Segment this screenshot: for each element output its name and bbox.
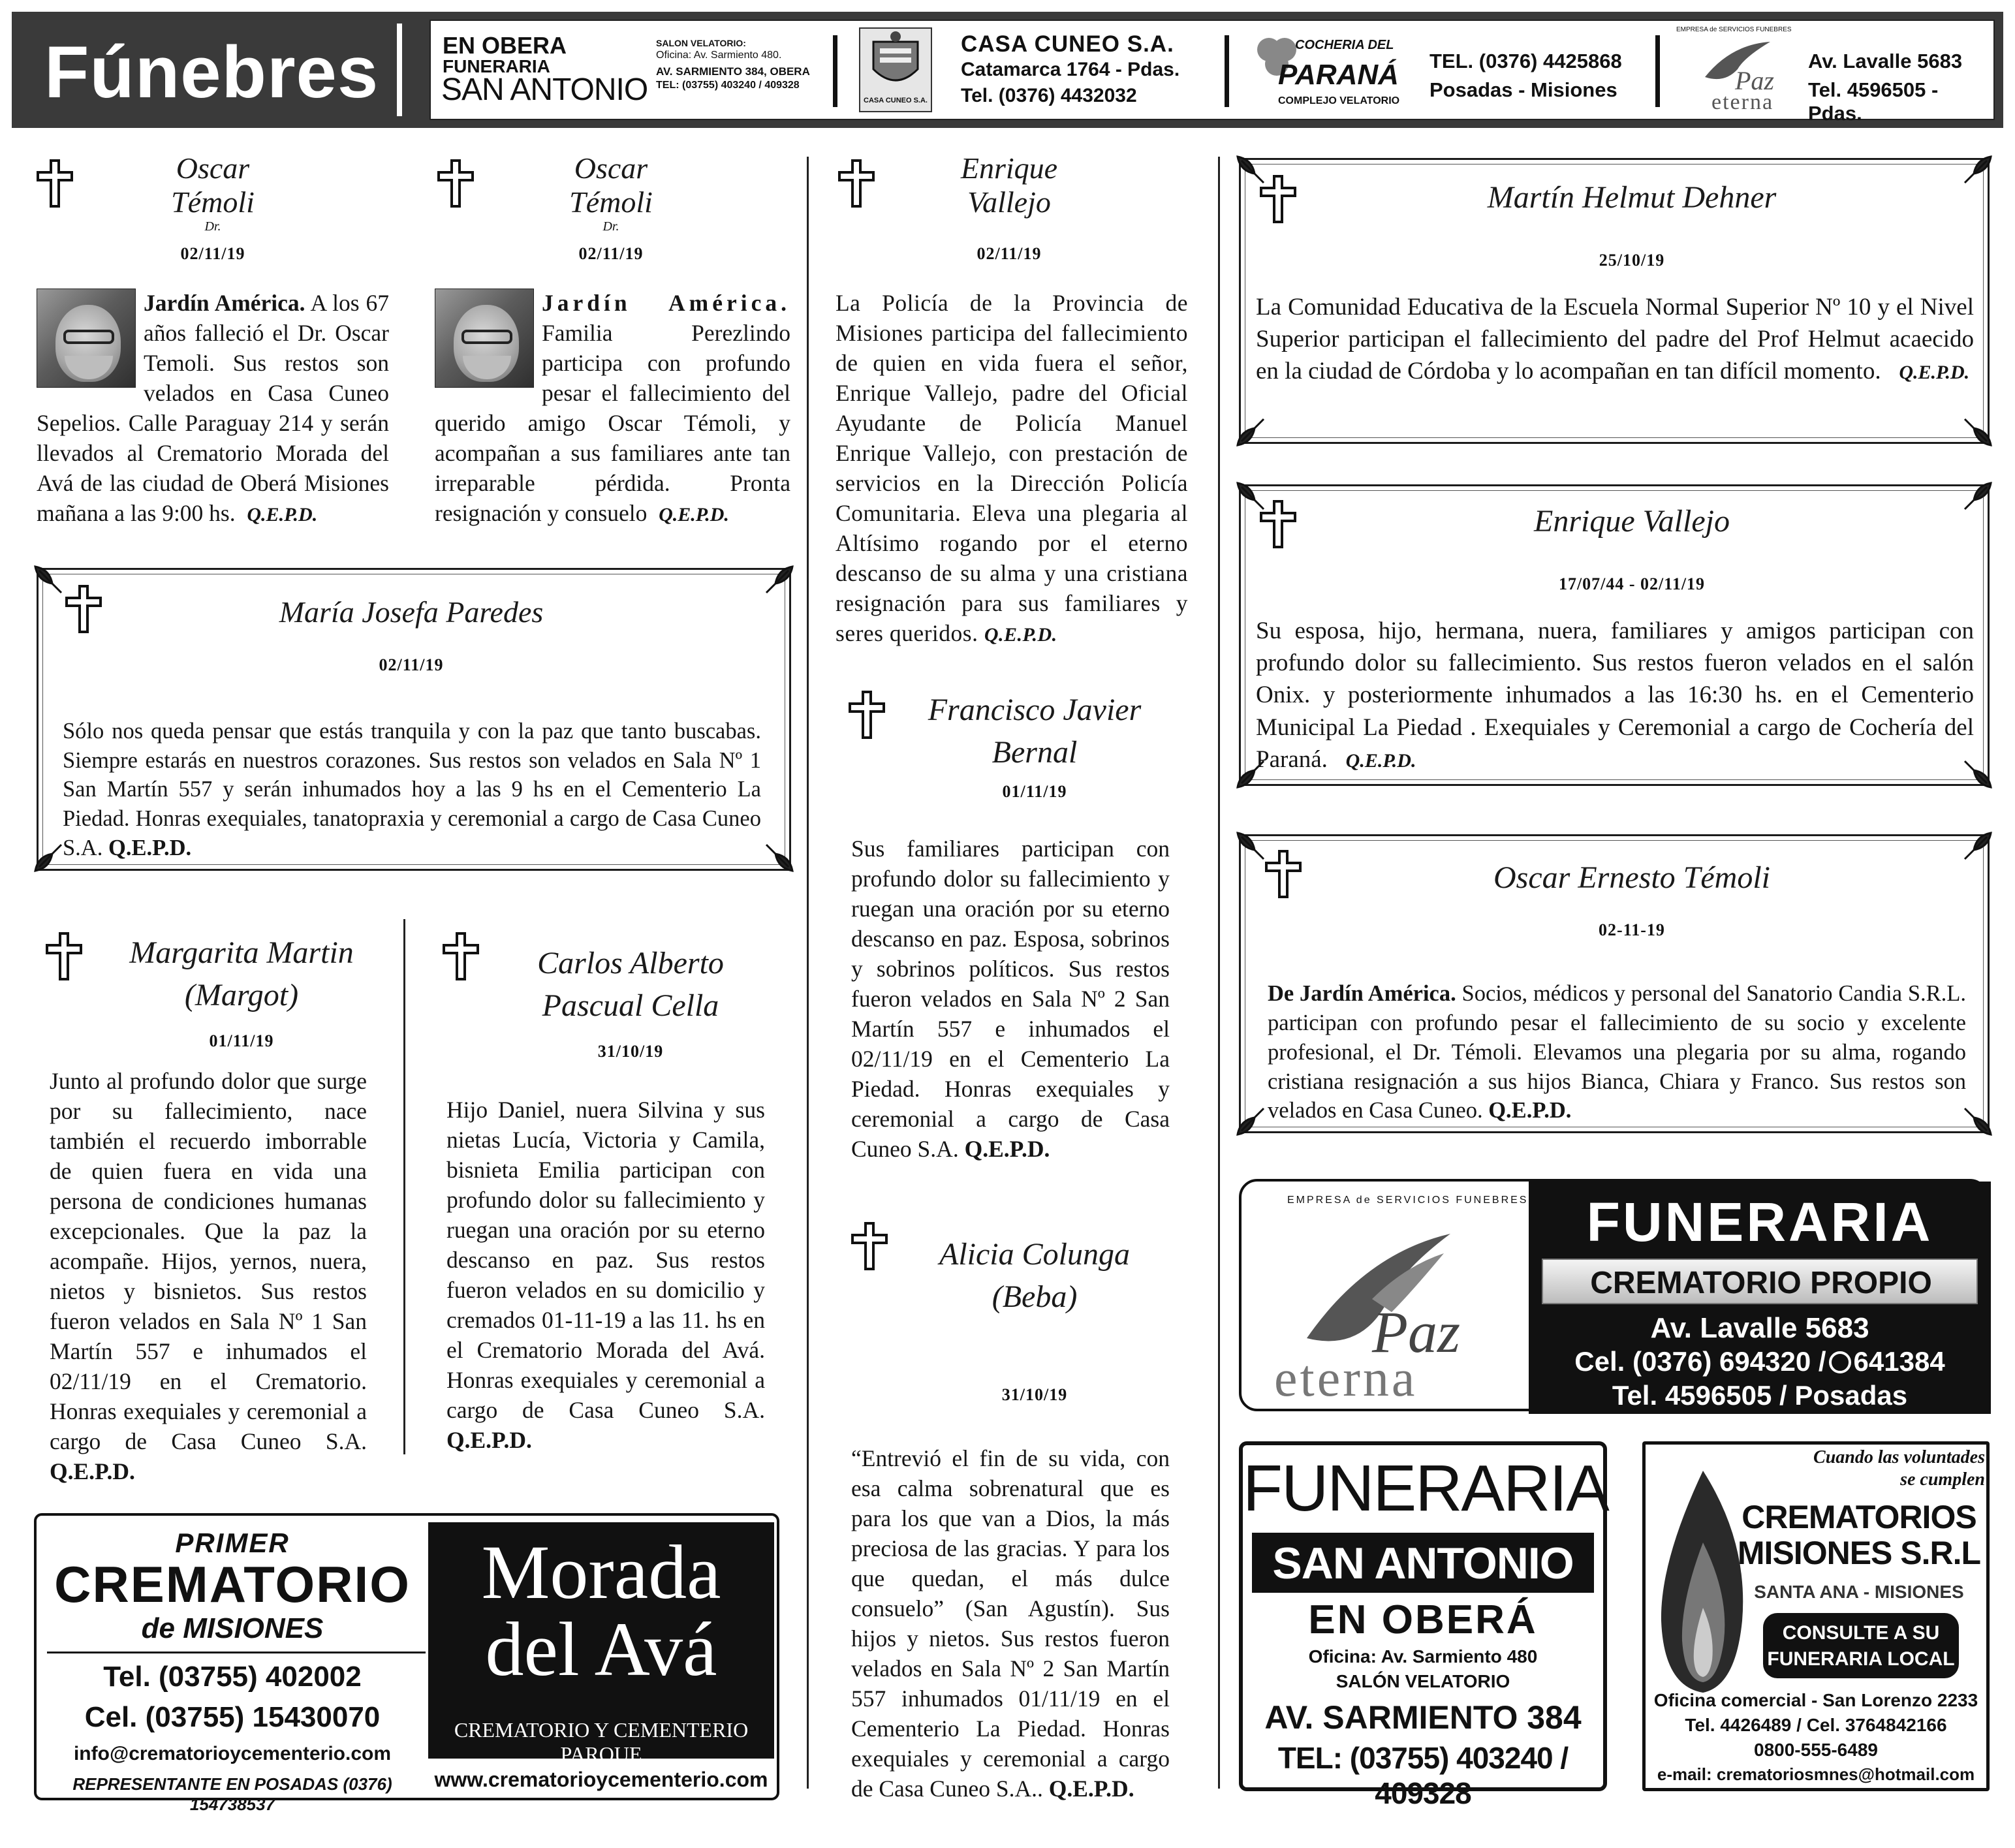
notice-colunga-name [888,1234,1181,1319]
paz-logo-arc: EMPRESA de SERVICIOS FUNEBRES [1676,26,1792,33]
name-line: Témoli [171,185,255,219]
notice-date: 02/11/19 [976,244,1042,263]
qepd: Q.E.P.D. [964,1135,1050,1162]
name-line: Alicia Colunga [939,1237,1130,1272]
cross-icon [1257,175,1299,223]
name-line: Francisco Javier [928,693,1142,727]
notice-dehner-name: Martín Helmut Dehner [1487,180,1777,215]
paz-big-cel-row [1529,1346,1991,1377]
notice-date: 31/10/19 [597,1042,664,1061]
notice-cella-name [487,943,774,1027]
cm-cta-l1: CONSULTE A SU [1782,1622,1940,1644]
header-ads-strip [430,20,1995,125]
ornament-icon [1960,414,1993,448]
morada-url: www.crematorioycementerio.com [434,1768,768,1791]
cross-icon [63,585,104,633]
morada-tel: Tel. (03755) 402002 [103,1661,362,1693]
ad-funeraria-san-antonio [1239,1441,1608,1810]
column-rule [807,157,809,1789]
qepd: Q.E.P.D. [659,503,729,525]
cuneo-tel: Tel. (0376) 4432032 [961,85,1137,106]
name-line: (Margot) [184,977,299,1012]
parana-logo-top: COCHERIA DEL [1295,38,1394,52]
sa-line1: EN OBERA [443,32,567,59]
notice-body: Sus familiares participan con profundo dolor su fallecimiento y ruegan una oración por su eterno descanso en paz. Esposa, sobrinos y sobrinos políticos. Sus restos fueron velados en Sala Nº 2 San Martín 557 e inhumados el 02/11/19 en el Cementerio La Piedad. Honras exequiales y ceremonial a cargo de Casa Cuneo S.A. [851,836,1170,1162]
ornament-icon [33,564,67,598]
parana-logo-sub: COMPLEJO VELATORIO [1278,95,1400,106]
paz-big-arc: EMPRESA de SERVICIOS FUNEBRES [1287,1195,1529,1206]
parana-city: Posadas - Misiones [1429,78,1617,101]
morada-crematorio: CREMATORIO [54,1556,411,1613]
header-ad-divider [833,35,837,107]
notice-lead: Jardín América. [144,290,305,316]
sa-tel: TEL: (03755) 403240 / 409328 [656,80,800,91]
morada-brand-panel [428,1522,774,1766]
cross-icon [849,1222,890,1270]
morada-representante: REPRESENTANTE EN POSADAS (0376) 154738537 [72,1774,392,1814]
name-line: Témoli [569,185,653,219]
header-ad-divider [1655,35,1660,107]
sa-oficina: Oficina: Av. Sarmiento 480. [656,50,782,61]
sa-big-san-antonio: SAN ANTONIO [1272,1539,1574,1588]
qepd: Q.E.P.D. [446,1426,532,1453]
notice-body: “Entrevió el fin de su vida, con esa calma sobrenatural que es para los que van a Dios, la más preciosa de las gracias. Y para los que quedan, el más dulce consuelo” (San Agustín). Sus hijos y nietos. Sus restos fueron velados en Sala Nº 2 San Martín 557 inhumados 01/11/19 en el Cementerio La Piedad. Honras exequiales y ceremonial a cargo de Casa Cuneo S.A.. [851,1445,1170,1802]
column-rule [1218,157,1220,1789]
sa-big-oficina: Oficina: Av. Sarmiento 480 [1308,1646,1538,1667]
notice-paredes-name: María Josefa Paredes [279,595,544,629]
ornament-icon [33,839,67,873]
name-line: Bernal [992,734,1078,770]
cm-tagline-l2: se cumplen [1900,1469,1985,1490]
notice-body: Familia Perezlindo participa con profundo pesar el fallecimiento del querido amigo Oscar Témoli, y acompañan a sus familiares ante tan irreparable pérdida. Pronta resignación y consuelo [435,319,790,526]
name-line: Pascual Cella [542,988,719,1023]
paz-big-whatsapp: 641384 [1853,1346,1945,1377]
parana-tel: TEL. (0376) 4425868 [1429,50,1622,72]
notice-martin-text [50,1067,367,1487]
sa-big-en-obera: EN OBERÁ [1308,1597,1538,1642]
notice-date: 01/11/19 [209,1031,274,1050]
header-ad-divider [1225,35,1229,107]
sa-salon-label: SALON VELATORIO: [656,38,746,48]
notice-temoli1-text [37,289,389,529]
cm-name-l1: CREMATORIOS [1742,1499,1976,1535]
name-line: Enrique [960,151,1058,185]
paz-logo-eterna: eterna [1711,90,1774,114]
cm-email: e-mail: crematoriosmnes@hotmail.com [1657,1764,1975,1784]
sa-big-banner [1252,1533,1594,1593]
notice-date: 31/10/19 [1001,1385,1068,1404]
ornament-icon [761,839,795,873]
qepd: Q.E.P.D. [1345,749,1416,772]
morada-brand-l2: del Avá [485,1606,717,1692]
notice-body: Junto al profundo dolor que surge por su fallecimiento, nace también el recuerdo imborrable de quien fuera en vida una persona de condiciones humanas excepcionales. Que la paz la acompañe. Hijos, yernos, nuera, nietos y bisnietos. Sus restos fueron velados en Sala Nº 1 San Martín 557 e inhumados el 02/11/19 en el Crematorio. Honras exequiales y ceremonial a cargo de Casa Cuneo S.A. [50,1068,367,1454]
cuneo-logo [859,27,932,112]
notice-date: 17/07/44 - 02/11/19 [1558,574,1706,593]
ad-crematorios-misiones [1642,1441,1990,1791]
paz-big-eterna: eterna [1274,1350,1418,1407]
cm-location: SANTA ANA - MISIONES [1754,1582,1964,1602]
paz-big-address: Av. Lavalle 5683 [1650,1312,1869,1344]
morada-brand-l1: Morada [481,1529,721,1615]
paz-big-banner-bg [1542,1259,1978,1304]
qepd: Q.E.P.D. [984,623,1057,646]
paz-big-paz: Paz [1372,1300,1460,1365]
cross-icon [435,159,476,208]
cross-icon [1257,500,1299,548]
cross-icon [1262,850,1304,898]
sa-big-address: AV. SARMIENTO 384 [1264,1699,1582,1736]
parana-logo [1255,35,1424,114]
cuneo-address: Catamarca 1764 - Pdas. [961,59,1180,80]
header-divider [397,23,402,116]
notice-vallejo-familia-text [1256,615,1974,775]
notice-vallejo-policia-text [836,289,1188,649]
morada-de-misiones: de MISIONES [141,1612,324,1644]
paz-big-cel: Cel. (0376) 694320 / [1574,1346,1826,1377]
notice-body: A los 67 años falleció el Dr. Oscar Temoli. Sus restos son velados en Casa Cuneo Sepelios. Calle Paraguay 214 y serán llevados al Crematorio Morada del Avá de las ciudad de Oberá Misiones mañana a las 9:00 hs. [37,290,389,526]
sa-line2: FUNERARIA [443,56,550,76]
paz-tel: Tel. 4596505 - Pdas. [1808,78,1939,125]
paz-address: Av. Lavalle 5683 [1808,50,1963,72]
sa-big-funeraria: FUNERARIA [1243,1452,1608,1525]
paz-big-tel: Tel. 4596505 / Posadas [1612,1380,1908,1411]
notice-dehner-text [1256,291,1974,388]
cross-icon [34,159,76,208]
sa-address: AV. SARMIENTO 384, OBERA [656,65,810,78]
name-line: Margarita Martin [129,935,354,970]
notice-date: 02/11/19 [578,244,644,263]
qepd: Q.E.P.D. [108,835,192,860]
notice-date: 02-11-19 [1599,920,1665,939]
notice-vallejo-policia-name [911,151,1107,219]
name-line: Vallejo [967,185,1051,219]
ornament-icon [1960,480,1993,514]
cuneo-name: CASA CUNEO S.A. [961,31,1174,57]
notice-temoli2-name [513,151,709,219]
qepd: Q.E.P.D. [247,503,318,525]
notice-date: 02/11/19 [379,655,444,674]
name-line: Oscar [574,151,648,185]
notice-colunga-text [851,1444,1170,1804]
column-rule [403,919,405,1454]
qepd: Q.E.P.D. [1899,362,1970,384]
ad-morada-del-ava [34,1513,779,1814]
paz-eterna-logo [1672,26,1803,116]
qepd: Q.E.P.D. [1048,1775,1134,1802]
notice-date: 25/10/19 [1599,251,1665,270]
notice-date: 01/11/19 [1002,782,1067,801]
morada-cel: Cel. (03755) 15430070 [84,1701,381,1733]
notice-temoli1-name [115,151,311,219]
morada-email: info@crematorioycementerio.com [73,1743,392,1764]
cm-cta [1763,1613,1959,1678]
notice-body: Hijo Daniel, nuera Silvina y sus nietas Lucía, Victoria y Camila, bisnieta Emilia participan con profundo dolor su fallecimiento y ruegan una oración por su eterno descanso en paz. Sus restos fueron velados en su domicilio y cremados 01-11-19 a las 11. hs en el Crematorio Morada del Avá. Honras exequiales y ceremonial a cargo de Casa Cuneo S.A. [446,1097,765,1423]
notice-temoli2-text [435,289,790,529]
notice-body: Su esposa, hijo, hermana, nuera, familiares y amigos participan con profundo dolor su fallecimiento. Sus restos fueron velados en el salón Onix. y posteriormente inhumados a las 16:30 hs. en el Cementerio Municipal La Piedad . Exequiales y Ceremonial a cargo de Cochería del Paraná. [1256,618,1974,773]
notice-temoli-candia-name: Oscar Ernesto Témoli [1493,860,1770,895]
morada-brand-sub: CREMATORIO Y CEMENTERIO PARQUE [454,1718,749,1766]
name-line: Oscar [176,151,250,185]
notice-title: Dr. [602,219,619,234]
ad-divider [47,1652,426,1653]
notice-lead: Jardín América. [542,290,790,316]
name-line: (Beba) [992,1279,1078,1314]
cross-icon [43,932,85,980]
section-header [12,12,2003,128]
notice-body: Sólo nos queda pensar que estás tranquila y con la paz que tanto buscabas. Siempre estarás en nuestros corazones. Sus restos son velados en Sala Nº 1 San Martín 557 y serán inhumados hoy a las 9 hs en el Cementerio La Piedad. Honras exequiales, tanatopraxia y ceremonial a cargo de Casa Cuneo S.A. [63,719,761,860]
cm-office: Oficina comercial - San Lorenzo 2233 [1653,1690,1978,1710]
ornament-icon [1960,154,1993,188]
notice-vallejo-familia-name: Enrique Vallejo [1534,504,1730,539]
cross-icon [846,691,888,739]
ornament-icon [1235,1103,1269,1137]
crest-icon [860,29,931,94]
notice-bernal-name [888,689,1181,774]
notice-body: La Comunidad Educativa de la Escuela Normal Superior Nº 10 y el Nivel Superior participan el fallecimiento del padre del Prof Helmut acaecido en la ciudad de Córdoba y lo acompañan en tan difícil momento. [1256,294,1974,385]
notice-temoli-candia-text [1268,979,1966,1125]
sa-line3: SAN ANTONIO [441,72,648,107]
qepd: Q.E.P.D. [1488,1098,1572,1123]
ad-paz-eterna [1239,1179,1988,1411]
ornament-icon [1235,414,1269,448]
parana-logo-main: PARANÁ [1278,59,1399,91]
cm-toll-free: 0800-555-6489 [1754,1740,1878,1760]
sa-big-salon: SALÓN VELATORIO [1336,1671,1510,1691]
qepd: Q.E.P.D. [50,1458,135,1484]
paz-big-panel [1529,1182,1991,1414]
cm-cta-l2: FUNERARIA LOCAL [1767,1648,1955,1670]
notice-martin-name [98,932,385,1017]
ornament-icon [761,564,795,598]
cuneo-logo-caption: CASA CUNEO S.A. [864,97,928,104]
section-title: Fúnebres [44,31,379,113]
paz-big-banner: CREMATORIO PROPIO [1590,1266,1932,1300]
notice-title: Dr. [204,219,221,234]
cm-name-l2: MISIONES S.R.L [1737,1535,1981,1571]
morada-primer: PRIMER [175,1527,290,1558]
notice-paredes-text [63,717,761,862]
notice-body: Socios, médicos y personal del Sanatorio Candia S.R.L. participan con profundo pesar el fallecimiento de su socio y excelente profesional, el Dr. Témoli. Elevamos una plegaria por su alma, rogando cristiana resignación a sus hijos Bianca, Chiara y Franco. Sus restos son velados en Casa Cuneo. [1268,981,1966,1123]
name-line: Carlos Alberto [537,946,724,980]
notice-bernal-text [851,834,1170,1165]
cm-tagline-l1: Cuando las voluntades [1813,1447,1985,1467]
cm-name [1730,1499,1988,1571]
notice-body: La Policía de la Provincia de Misiones participa del fallecimiento de quien en vida fuera el señor, Enrique Vallejo, padre del Oficial Ayudante de Policía Manuel Enrique Vallejo, con prestación de servicios en la Dirección Policía Comunitaria. Eleva una plegaria al Altísimo rogando por el eterno descanso de su alma y una cristiana resignación para sus familiares y seres queridos. [836,290,1188,646]
notice-date: 02/11/19 [180,244,245,263]
cross-icon [440,932,482,980]
notice-cella-text [446,1095,765,1456]
paz-big-title: FUNERARIA [1586,1191,1933,1253]
sa-big-tel: TEL: (03755) 403240 / 409328 [1277,1741,1569,1810]
whatsapp-icon [1829,1351,1851,1373]
cm-tel: Tel. 4426489 / Cel. 3764842166 [1685,1715,1947,1735]
notice-lead: De Jardín América. [1268,981,1456,1006]
ornament-icon [1960,830,1993,864]
paz-logo-paz: Paz [1735,66,1774,95]
cross-icon [836,159,877,208]
